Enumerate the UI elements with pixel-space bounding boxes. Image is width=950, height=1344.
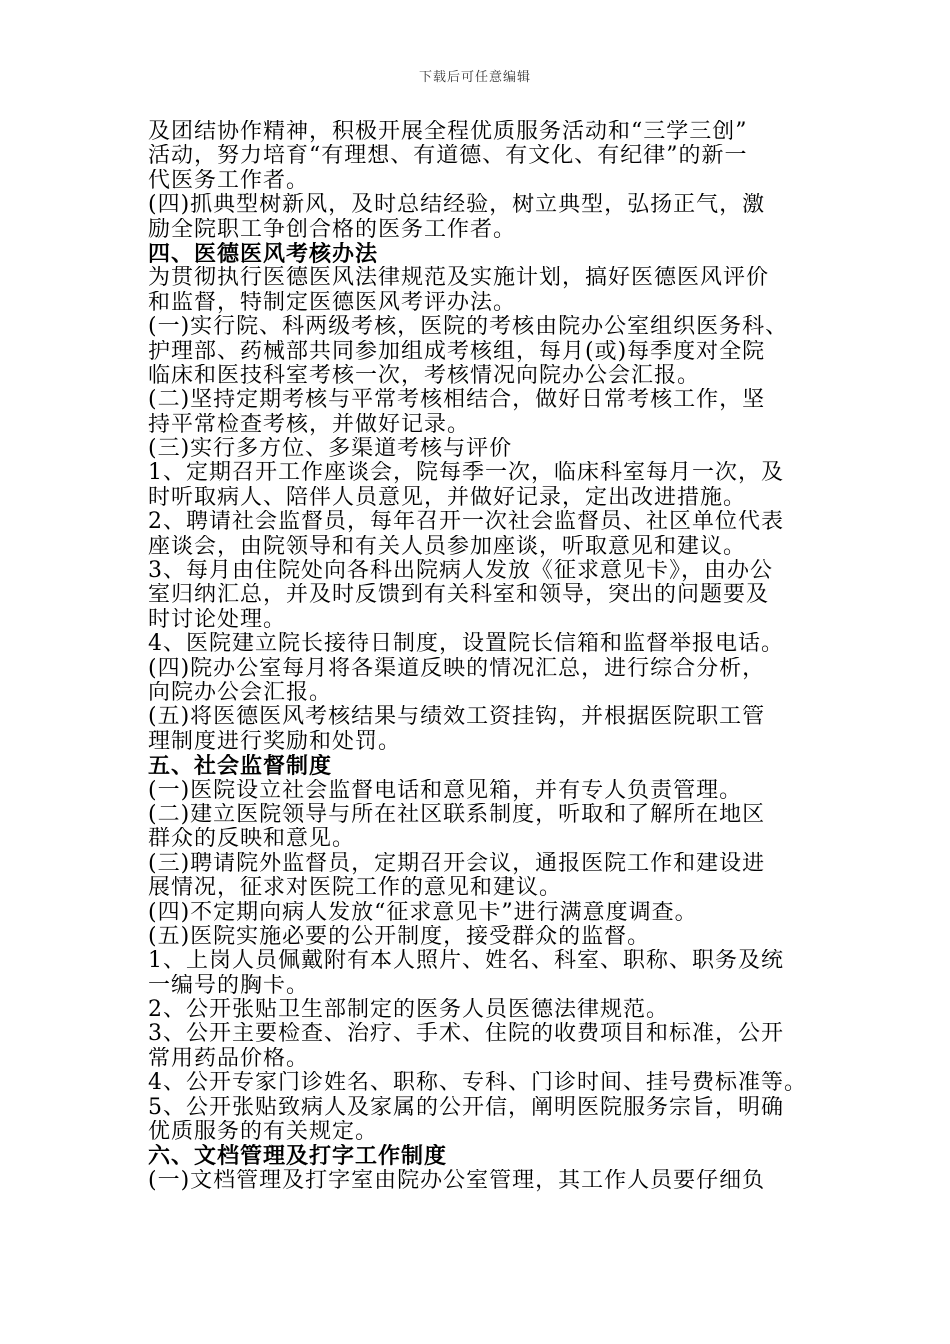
- text-line: (三)聘请院外监督员，定期召开会议，通报医院工作和建设进: [148, 851, 766, 876]
- text-line: 及团结协作精神，积极开展全程优质服务活动和“三学三创”: [148, 120, 748, 144]
- text-line: 一编号的胸卡。: [148, 973, 310, 998]
- section-heading: 四、医德医风考核办法: [148, 241, 379, 267]
- text-line: (四)抓典型树新风，及时总结经验，树立典型，弘扬正气，激: [148, 193, 766, 218]
- text-line: 代医务工作者。: [148, 168, 310, 193]
- text-line: 4、医院建立院长接待日制度，设置院长信箱和监督举报电话。: [148, 632, 784, 657]
- text-line: 和监督，特制定医德医风考评办法。: [148, 290, 517, 315]
- text-line: 2、聘请社会监督员，每年召开一次社会监督员、社区单位代表: [148, 510, 784, 535]
- text-line: (三)实行多方位、多渠道考核与评价: [148, 437, 513, 462]
- text-line: 2、公开张贴卫生部制定的医务人员医德法律规范。: [148, 998, 669, 1023]
- text-line: (二)建立医院领导与所在社区联系制度，听取和了解所在地区: [148, 802, 766, 827]
- text-line: 4、公开专家门诊姓名、职称、专科、门诊时间、挂号费标准等。: [148, 1071, 807, 1096]
- text-line: 室归纳汇总，并及时反馈到有关科室和领导，突出的问题要及: [148, 583, 770, 608]
- text-line: 3、公开主要检查、治疗、手术、住院的收费项目和标准，公开: [148, 1022, 784, 1047]
- text-line: 1、定期召开工作座谈会，院每季一次，临床科室每月一次，及: [148, 461, 784, 486]
- text-line: 群众的反映和意见。: [148, 827, 356, 852]
- text-line: 时讨论处理。: [148, 607, 287, 632]
- text-line: 持平常检查考核，并做好记录。: [148, 412, 471, 437]
- text-line: (二)坚持定期考核与平常考核相结合，做好日常考核工作，坚: [148, 388, 766, 413]
- text-line: 活动，努力培育“有理想、有道德、有文化、有纪律”的新一: [148, 144, 748, 169]
- text-line: 临床和医技科室考核一次，考核情况向院办公会汇报。: [148, 363, 701, 388]
- section-heading: 五、社会监督制度: [148, 754, 333, 779]
- text-line: 座谈会，由院领导和有关人员参加座谈，听取意见和建议。: [148, 534, 747, 559]
- text-line: 展情况，征求对医院工作的意见和建议。: [148, 876, 563, 901]
- document-body: [148, 120, 828, 1193]
- text-line: (一)医院设立社会监督电话和意见箱，并有专人负责管理。: [148, 778, 743, 803]
- text-line: 护理部、药械部共同参加组成考核组，每月(或)每季度对全院: [148, 339, 766, 364]
- page-header: 下载后可任意编辑: [418, 70, 531, 85]
- section-heading: 六、文档管理及打字工作制度: [148, 1144, 448, 1169]
- text-line: 向院办公会汇报。: [148, 680, 333, 705]
- text-line: (一)实行院、科两级考核，医院的考核由院办公室组织医务科、: [148, 315, 789, 340]
- text-line: (四)不定期向病人发放“征求意见卡”进行满意度调查。: [148, 900, 698, 925]
- text-line: 优质服务的有关规定。: [148, 1120, 379, 1145]
- text-line: 3、每月由住院处向各科出院病人发放《征求意见卡》，由办公: [148, 559, 773, 584]
- text-line: 5、公开张贴致病人及家属的公开信，阐明医院服务宗旨，明确: [148, 1095, 784, 1120]
- text-line: 1、上岗人员佩戴附有本人照片、姓名、科室、职称、职务及统: [148, 949, 784, 974]
- text-line: 时听取病人、陪伴人员意见，并做好记录，定出改进措施。: [148, 485, 747, 510]
- text-line: (五)医院实施必要的公开制度，接受群众的监督。: [148, 924, 651, 949]
- text-line: 励全院职工争创合格的医务工作者。: [148, 217, 517, 242]
- text-line: (五)将医德医风考核结果与绩效工资挂钩，并根据医院职工管: [148, 705, 766, 730]
- text-line: (四)院办公室每月将各渠道反映的情况汇总，进行综合分析，: [148, 656, 766, 681]
- text-line: 常用药品价格。: [148, 1046, 310, 1071]
- text-line: 理制度进行奖励和处罚。: [148, 729, 402, 754]
- text-line: (一)文档管理及打字室由院办公室管理，其工作人员要仔细负: [148, 1168, 766, 1193]
- text-line: 为贯彻执行医德医风法律规范及实施计划，搞好医德医风评价: [148, 266, 770, 291]
